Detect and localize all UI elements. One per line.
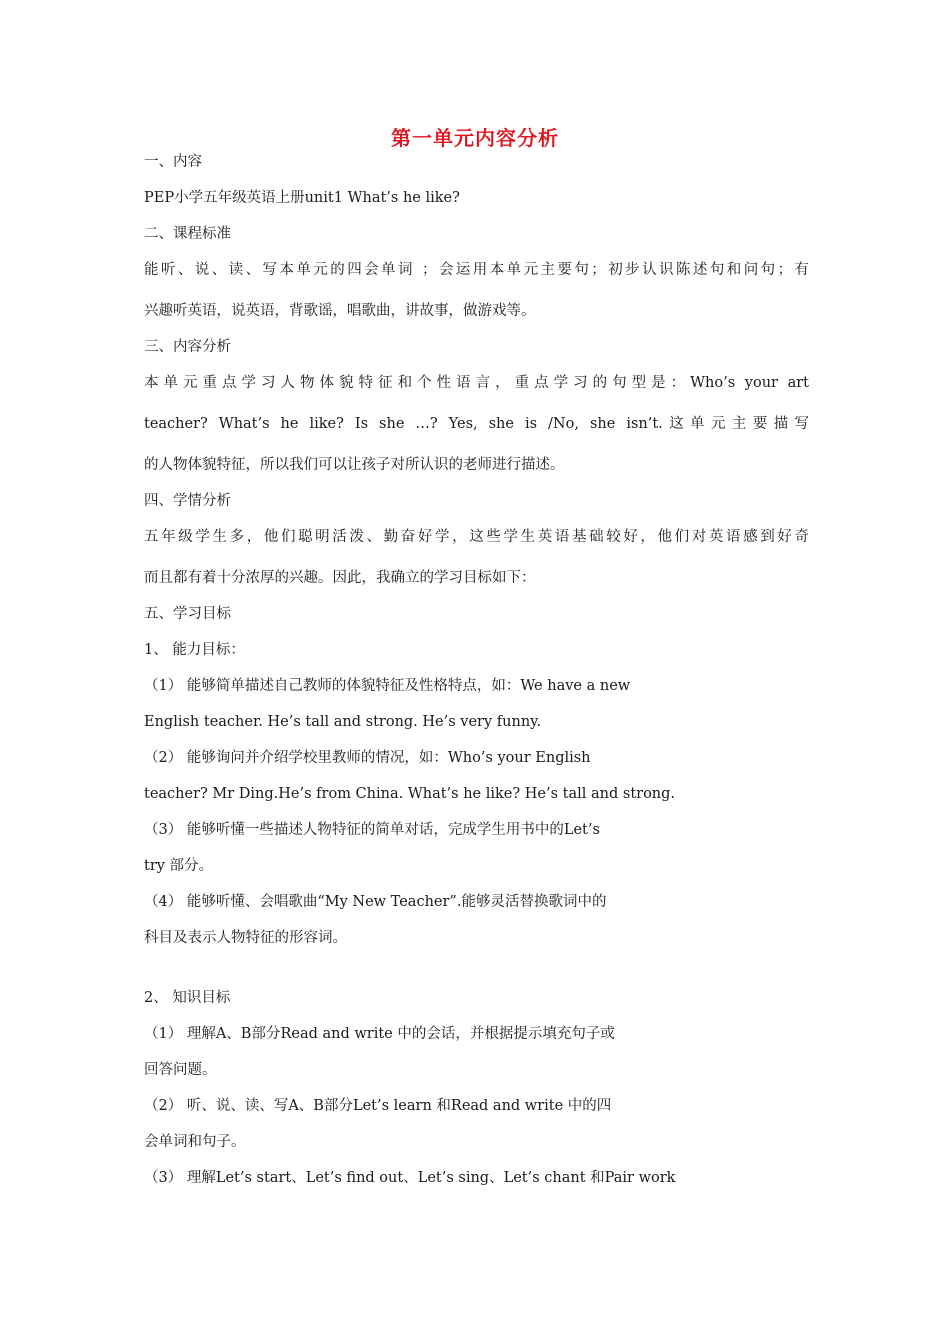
section-heading-learners: 四、学情分析 bbox=[144, 493, 231, 509]
list-item-continuation: 科目及表示人物特征的形容词。 bbox=[144, 930, 347, 946]
paragraph-line: 而且都有着十分浓厚的兴趣。因此，我确立的学习目标如下： bbox=[144, 570, 536, 586]
subheading-knowledge-goals: 2、 知识目标 bbox=[144, 990, 231, 1006]
list-item-continuation: try 部分。 bbox=[144, 858, 214, 874]
list-item-continuation: 会单词和句子。 bbox=[144, 1134, 246, 1150]
list-item: （3） 理解Let’s start、Let’s find out、Let’s sing、Let’s chant 和Pair work bbox=[144, 1170, 676, 1186]
paragraph-line: 五年级学生多，他们聪明活泼、勤奋好学，这些学生英语基础较好，他们对英语感到好奇 bbox=[144, 529, 809, 545]
paragraph-line: 兴趣听英语，说英语，背歌谣，唱歌曲，讲故事，做游戏等。 bbox=[144, 303, 536, 319]
list-item: （4） 能够听懂、会唱歌曲“My New Teacher”.能够灵活替换歌词中的 bbox=[144, 894, 607, 910]
section-heading-standards: 二、课程标准 bbox=[144, 226, 231, 242]
paragraph-line: 本单元重点学习人物体貌特征和个性语言，重点学习的句型是：Who’s your art bbox=[144, 375, 809, 391]
section-heading-content: 一、内容 bbox=[144, 154, 202, 170]
paragraph-line: teacher? What’s he like? Is she …? Yes, she is /No, she isn’t.这单元主要描写 bbox=[144, 416, 809, 432]
paragraph-line: 能听、说、读、写本单元的四会单词 ；会运用本单元主要句；初步认识陈述句和问句；有 bbox=[144, 262, 809, 278]
document-title: 第一单元内容分析 bbox=[391, 126, 559, 150]
list-item: （3） 能够听懂一些描述人物特征的简单对话，完成学生用书中的Let’s bbox=[144, 822, 600, 838]
paragraph-line: PEP小学五年级英语上册unit1 What’s he like? bbox=[144, 190, 460, 206]
list-item: （1） 理解A、B部分Read and write 中的会话，并根据提示填充句子或 bbox=[144, 1026, 615, 1042]
list-item: （2） 能够询问并介绍学校里教师的情况，如：Who’s your English bbox=[144, 750, 591, 766]
section-heading-analysis: 三、内容分析 bbox=[144, 339, 231, 355]
section-heading-goals: 五、学习目标 bbox=[144, 606, 231, 622]
list-item: （1） 能够简单描述自己教师的体貌特征及性格特点，如：We have a new bbox=[144, 678, 631, 694]
list-item-continuation: English teacher. He’s tall and strong. He’s very funny. bbox=[144, 714, 542, 730]
subheading-ability-goals: 1、 能力目标： bbox=[144, 642, 245, 658]
list-item-continuation: teacher? Mr Ding.He’s from China. What’s he like? He’s tall and strong. bbox=[144, 786, 676, 802]
list-item-continuation: 回答问题。 bbox=[144, 1062, 217, 1078]
paragraph-line: 的人物体貌特征，所以我们可以让孩子对所认识的老师进行描述。 bbox=[144, 457, 565, 473]
list-item: （2） 听、说、读、写A、B部分Let’s learn 和Read and write 中的四 bbox=[144, 1098, 612, 1114]
